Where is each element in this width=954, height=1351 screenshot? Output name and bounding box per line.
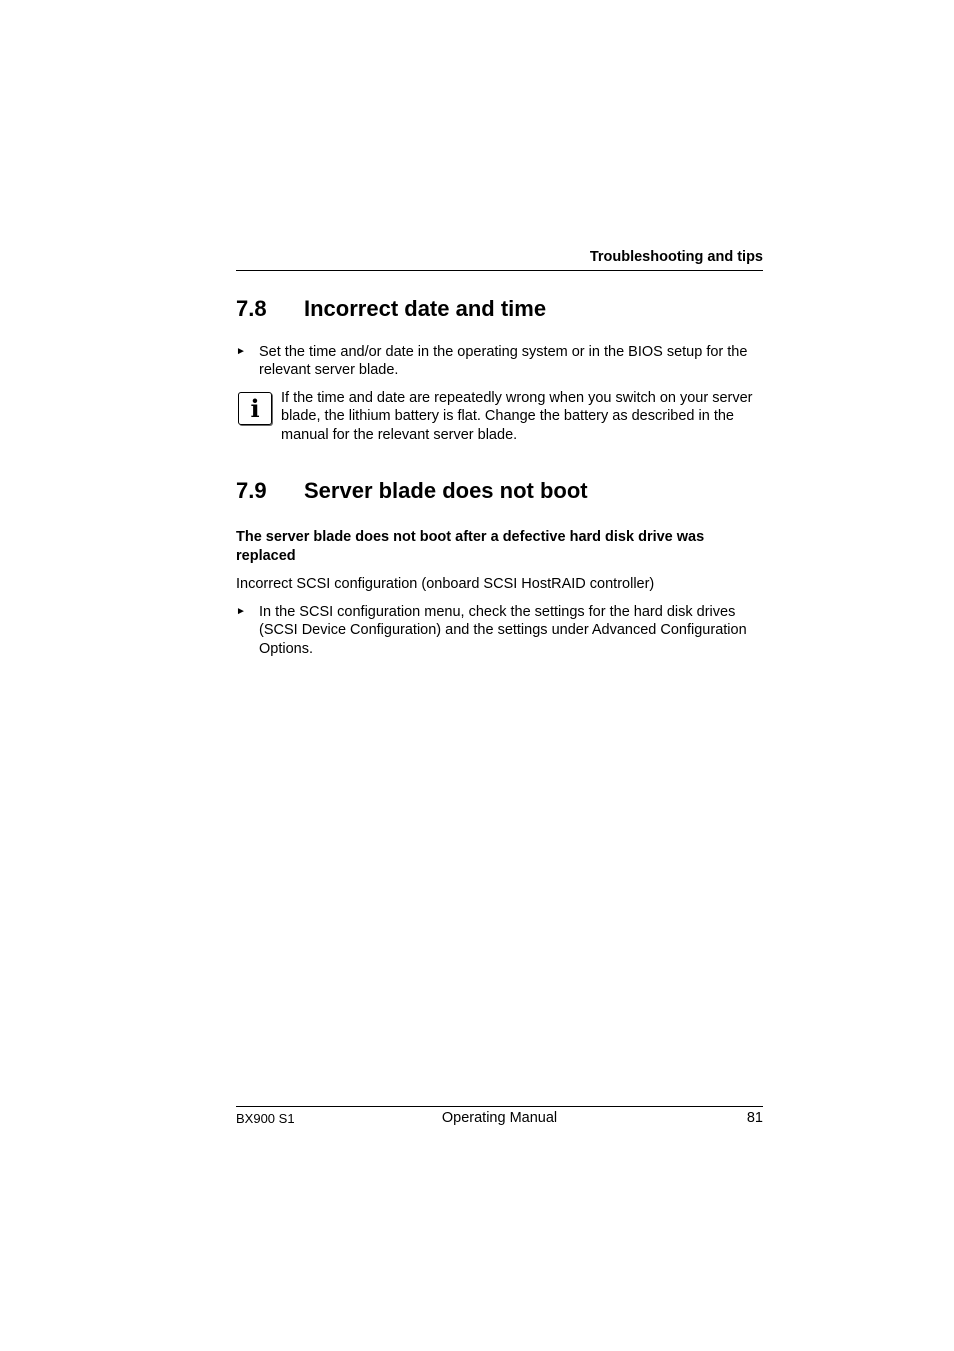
- footer-document-title: Operating Manual: [441, 1110, 558, 1126]
- cause-text: Incorrect SCSI configuration (onboard SCSI HostRAID controller): [236, 576, 655, 592]
- information-icon: i: [238, 392, 272, 425]
- instruction-step: Set the time and/or date in the operating system or in the BIOS setup for the relevant server blade.: [259, 344, 748, 379]
- page-number: 81: [746, 1110, 763, 1126]
- section-heading-7-8: [236, 296, 796, 322]
- footer-divider: [236, 1106, 763, 1107]
- section-number: 7.8: [236, 296, 267, 321]
- running-header-title: Troubleshooting and tips: [589, 249, 763, 265]
- section-title: Incorrect date and time: [304, 296, 547, 321]
- info-note: If the time and date are repeatedly wrong when you switch on your server blade, the lithium battery is flat. Change the battery as described in the manual for the relevant server blade.: [281, 390, 753, 443]
- section-number: 7.9: [236, 478, 267, 503]
- bullet-arrow-icon: ►: [236, 346, 246, 357]
- section-title: Server blade does not boot: [304, 478, 588, 503]
- instruction-step: In the SCSI configuration menu, check the settings for the hard disk drives (SCSI Device Configuration) and the settings under Advanced Configuration Options.: [259, 604, 747, 657]
- bullet-arrow-icon: ►: [236, 606, 246, 617]
- header-divider: [236, 270, 763, 271]
- section-heading-7-9: [236, 478, 796, 504]
- problem-heading: The server blade does not boot after a defective hard disk drive was replaced: [236, 529, 705, 564]
- footer-product: BX900 S1: [236, 1111, 295, 1126]
